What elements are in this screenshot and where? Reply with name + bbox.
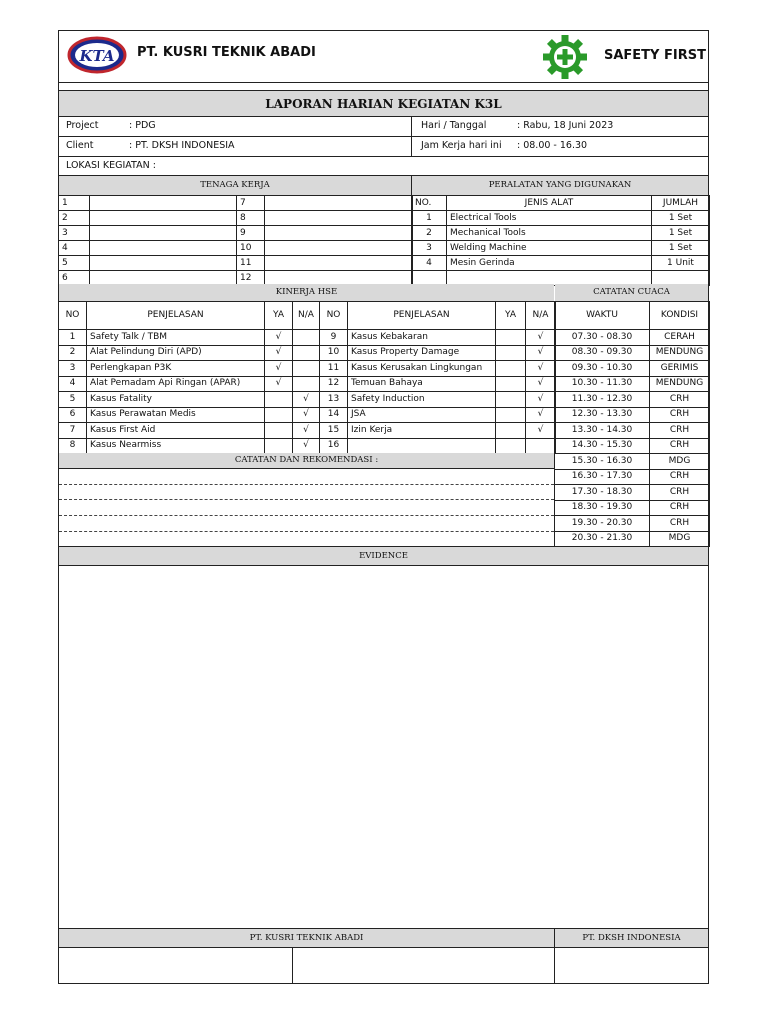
worker-name bbox=[90, 256, 237, 271]
weather-time: 09.30 - 10.30 bbox=[555, 361, 650, 377]
hse-na bbox=[293, 361, 320, 377]
client-label: Client bbox=[66, 140, 94, 151]
hse-ya bbox=[496, 376, 526, 392]
hse-no: 2 bbox=[59, 345, 87, 361]
weather-cond: CRH bbox=[650, 485, 710, 501]
worker-number: 12 bbox=[237, 271, 265, 286]
worker-name bbox=[265, 241, 413, 256]
safety-first-label: SAFETY FIRST bbox=[604, 48, 706, 63]
equipment-table bbox=[411, 195, 710, 286]
hse-no: 10 bbox=[320, 345, 348, 361]
hse-header-na: N/A bbox=[526, 302, 556, 330]
worker-name bbox=[265, 226, 413, 241]
equipment-type: Welding Machine bbox=[447, 241, 652, 256]
table-row bbox=[555, 485, 710, 501]
table-row bbox=[59, 361, 556, 377]
report-sheet bbox=[58, 30, 709, 984]
hse-na: √ bbox=[526, 423, 556, 439]
equipment-qty: 1 Set bbox=[652, 241, 710, 256]
worker-name bbox=[265, 211, 413, 226]
worker-number: 11 bbox=[237, 256, 265, 271]
hse-desc: Perlengkapan P3K bbox=[87, 361, 265, 377]
weather-time: 20.30 - 21.30 bbox=[555, 531, 650, 547]
worker-number: 9 bbox=[237, 226, 265, 241]
equipment-title: PERALATAN YANG DIGUNAKAN bbox=[488, 180, 632, 190]
weather-cond: MENDUNG bbox=[650, 376, 710, 392]
hse-na: √ bbox=[526, 330, 556, 346]
weather-cond: CRH bbox=[650, 392, 710, 408]
svg-text:KTA: KTA bbox=[79, 47, 115, 65]
hse-no: 6 bbox=[59, 407, 87, 423]
equipment-no: 1 bbox=[412, 211, 447, 226]
weather-cond: MDG bbox=[650, 454, 710, 470]
worker-name bbox=[90, 241, 237, 256]
hse-na: √ bbox=[293, 407, 320, 423]
table-row bbox=[412, 241, 710, 256]
equipment-qty: 1 Set bbox=[652, 211, 710, 226]
table-row bbox=[555, 330, 710, 346]
workforce-title: TENAGA KERJA bbox=[200, 180, 270, 190]
hse-ya: √ bbox=[265, 361, 293, 377]
equipment-header-no: NO. bbox=[412, 196, 447, 211]
worker-number: 8 bbox=[237, 211, 265, 226]
hse-no: 11 bbox=[320, 361, 348, 377]
weather-time: 12.30 - 13.30 bbox=[555, 407, 650, 423]
table-row bbox=[555, 516, 710, 532]
weather-cond: CRH bbox=[650, 423, 710, 439]
hse-no: 9 bbox=[320, 330, 348, 346]
table-row bbox=[59, 211, 413, 226]
hse-desc: Kasus Property Damage bbox=[348, 345, 496, 361]
hse-ya: √ bbox=[265, 376, 293, 392]
hse-desc: Safety Talk / TBM bbox=[87, 330, 265, 346]
hse-ya bbox=[265, 423, 293, 439]
report-title: LAPORAN HARIAN KEGIATAN K3L bbox=[265, 97, 502, 111]
hse-na bbox=[293, 330, 320, 346]
hse-no: 8 bbox=[59, 438, 87, 454]
table-row bbox=[412, 196, 710, 211]
worker-number: 6 bbox=[59, 271, 90, 286]
table-row bbox=[59, 407, 556, 423]
company-name: PT. KUSRI TEKNIK ABADI bbox=[137, 45, 316, 60]
hours-value: : 08.00 - 16.30 bbox=[517, 140, 588, 151]
project-label: Project bbox=[66, 120, 99, 131]
hse-no: 13 bbox=[320, 392, 348, 408]
table-row bbox=[59, 241, 413, 256]
table-row bbox=[555, 469, 710, 485]
equipment-header-qty: JUMLAH bbox=[652, 196, 710, 211]
hse-no: 12 bbox=[320, 376, 348, 392]
weather-time: 18.30 - 19.30 bbox=[555, 500, 650, 516]
notes-title: CATATAN DAN REKOMENDASI : bbox=[234, 455, 379, 465]
table-row bbox=[59, 196, 413, 211]
weather-time: 19.30 - 20.30 bbox=[555, 516, 650, 532]
weather-time: 13.30 - 14.30 bbox=[555, 423, 650, 439]
table-row bbox=[59, 302, 556, 330]
hse-na: √ bbox=[293, 423, 320, 439]
hse-desc: Kasus Nearmiss bbox=[87, 438, 265, 454]
table-row bbox=[59, 256, 413, 271]
worker-number: 4 bbox=[59, 241, 90, 256]
hse-desc: JSA bbox=[348, 407, 496, 423]
table-row bbox=[59, 330, 556, 346]
table-row bbox=[555, 392, 710, 408]
equipment-type: Electrical Tools bbox=[447, 211, 652, 226]
hse-ya bbox=[496, 407, 526, 423]
hse-title: KINERJA HSE bbox=[275, 287, 338, 297]
weather-time: 11.30 - 12.30 bbox=[555, 392, 650, 408]
table-row bbox=[555, 345, 710, 361]
worker-number: 2 bbox=[59, 211, 90, 226]
table-row bbox=[555, 423, 710, 439]
equipment-header-type: JENIS ALAT bbox=[447, 196, 652, 211]
hse-no: 4 bbox=[59, 376, 87, 392]
hse-desc: Kasus Kerusakan Lingkungan bbox=[348, 361, 496, 377]
signature-left-title: PT. KUSRI TEKNIK ABADI bbox=[249, 933, 364, 943]
hse-desc: Safety Induction bbox=[348, 392, 496, 408]
worker-name bbox=[90, 211, 237, 226]
worker-number: 10 bbox=[237, 241, 265, 256]
worker-name bbox=[90, 196, 237, 211]
table-row bbox=[555, 361, 710, 377]
table-row bbox=[59, 376, 556, 392]
hse-na: √ bbox=[526, 392, 556, 408]
weather-time: 14.30 - 15.30 bbox=[555, 438, 650, 454]
hse-no: 1 bbox=[59, 330, 87, 346]
date-label: Hari / Tanggal bbox=[421, 120, 487, 131]
table-row bbox=[555, 500, 710, 516]
client-value: : PT. DKSH INDONESIA bbox=[129, 140, 235, 151]
weather-time: 15.30 - 16.30 bbox=[555, 454, 650, 470]
weather-time: 16.30 - 17.30 bbox=[555, 469, 650, 485]
date-value: : Rabu, 18 Juni 2023 bbox=[517, 120, 614, 131]
table-row bbox=[555, 531, 710, 547]
hse-no: 5 bbox=[59, 392, 87, 408]
table-row bbox=[555, 454, 710, 470]
hse-ya bbox=[265, 392, 293, 408]
weather-cond: CERAH bbox=[650, 330, 710, 346]
company-logo bbox=[67, 36, 127, 74]
evidence-title: EVIDENCE bbox=[359, 551, 408, 561]
table-row bbox=[59, 226, 413, 241]
hse-table bbox=[58, 301, 556, 454]
hse-na bbox=[293, 345, 320, 361]
hse-ya: √ bbox=[265, 330, 293, 346]
hse-no: 16 bbox=[320, 438, 348, 454]
hse-no: 3 bbox=[59, 361, 87, 377]
table-row bbox=[59, 438, 556, 454]
location-label: LOKASI KEGIATAN : bbox=[66, 160, 156, 171]
weather-title: CATATAN CUACA bbox=[593, 287, 670, 297]
weather-time: 08.30 - 09.30 bbox=[555, 345, 650, 361]
hse-ya bbox=[265, 438, 293, 454]
table-row bbox=[555, 376, 710, 392]
equipment-type: Mechanical Tools bbox=[447, 226, 652, 241]
weather-cond: CRH bbox=[650, 438, 710, 454]
workforce-table bbox=[58, 195, 413, 286]
hse-ya bbox=[496, 392, 526, 408]
table-row bbox=[412, 226, 710, 241]
hse-header-no: NO bbox=[320, 302, 348, 330]
table-row bbox=[555, 302, 710, 330]
hse-no: 7 bbox=[59, 423, 87, 439]
hse-ya bbox=[496, 361, 526, 377]
hse-na: √ bbox=[526, 345, 556, 361]
table-row bbox=[59, 423, 556, 439]
equipment-no: 4 bbox=[412, 256, 447, 271]
hse-desc: Alat Pelindung Diri (APD) bbox=[87, 345, 265, 361]
table-row bbox=[59, 345, 556, 361]
hours-label: Jam Kerja hari ini bbox=[421, 140, 502, 151]
weather-table bbox=[554, 301, 710, 547]
equipment-qty: 1 Set bbox=[652, 226, 710, 241]
table-row bbox=[555, 438, 710, 454]
hse-no: 14 bbox=[320, 407, 348, 423]
weather-time: 07.30 - 08.30 bbox=[555, 330, 650, 346]
hse-na: √ bbox=[293, 438, 320, 454]
project-value: : PDG bbox=[129, 120, 156, 131]
hse-na: √ bbox=[526, 376, 556, 392]
worker-number: 7 bbox=[237, 196, 265, 211]
safety-cross-icon bbox=[537, 34, 593, 80]
hse-desc: Kasus Fatality bbox=[87, 392, 265, 408]
hse-header-no: NO bbox=[59, 302, 87, 330]
equipment-no: 2 bbox=[412, 226, 447, 241]
hse-ya bbox=[496, 438, 526, 454]
weather-cond: CRH bbox=[650, 516, 710, 532]
worker-name bbox=[90, 226, 237, 241]
hse-header-desc: PENJELASAN bbox=[87, 302, 265, 330]
table-row bbox=[555, 407, 710, 423]
table-row bbox=[412, 211, 710, 226]
hse-desc bbox=[348, 438, 496, 454]
hse-ya bbox=[265, 407, 293, 423]
equipment-qty: 1 Unit bbox=[652, 256, 710, 271]
hse-header-desc: PENJELASAN bbox=[348, 302, 496, 330]
hse-ya bbox=[496, 423, 526, 439]
table-row bbox=[412, 256, 710, 271]
hse-header-ya: YA bbox=[496, 302, 526, 330]
hse-na: √ bbox=[293, 392, 320, 408]
weather-cond: MENDUNG bbox=[650, 345, 710, 361]
hse-desc: Kasus First Aid bbox=[87, 423, 265, 439]
hse-desc: Alat Pemadam Api Ringan (APAR) bbox=[87, 376, 265, 392]
weather-header-cond: KONDISI bbox=[650, 302, 710, 330]
hse-header-ya: YA bbox=[265, 302, 293, 330]
worker-name bbox=[265, 256, 413, 271]
hse-na: √ bbox=[526, 407, 556, 423]
worker-name bbox=[265, 196, 413, 211]
weather-cond: CRH bbox=[650, 407, 710, 423]
hse-ya bbox=[496, 345, 526, 361]
signature-right-title: PT. DKSH INDONESIA bbox=[582, 933, 681, 943]
weather-cond: GERIMIS bbox=[650, 361, 710, 377]
hse-desc: Kasus Kebakaran bbox=[348, 330, 496, 346]
equipment-no: 3 bbox=[412, 241, 447, 256]
weather-cond: MDG bbox=[650, 531, 710, 547]
hse-no: 15 bbox=[320, 423, 348, 439]
weather-header-time: WAKTU bbox=[555, 302, 650, 330]
hse-desc: Izin Kerja bbox=[348, 423, 496, 439]
hse-ya bbox=[496, 330, 526, 346]
hse-na: √ bbox=[526, 361, 556, 377]
worker-number: 3 bbox=[59, 226, 90, 241]
hse-na bbox=[293, 376, 320, 392]
weather-time: 10.30 - 11.30 bbox=[555, 376, 650, 392]
weather-cond: CRH bbox=[650, 469, 710, 485]
equipment-type: Mesin Gerinda bbox=[447, 256, 652, 271]
table-row bbox=[59, 392, 556, 408]
hse-header-na: N/A bbox=[293, 302, 320, 330]
weather-time: 17.30 - 18.30 bbox=[555, 485, 650, 501]
hse-desc: Temuan Bahaya bbox=[348, 376, 496, 392]
weather-cond: CRH bbox=[650, 500, 710, 516]
worker-number: 1 bbox=[59, 196, 90, 211]
hse-na bbox=[526, 438, 556, 454]
worker-number: 5 bbox=[59, 256, 90, 271]
evidence-area bbox=[59, 566, 708, 928]
hse-desc: Kasus Perawatan Medis bbox=[87, 407, 265, 423]
hse-ya: √ bbox=[265, 345, 293, 361]
